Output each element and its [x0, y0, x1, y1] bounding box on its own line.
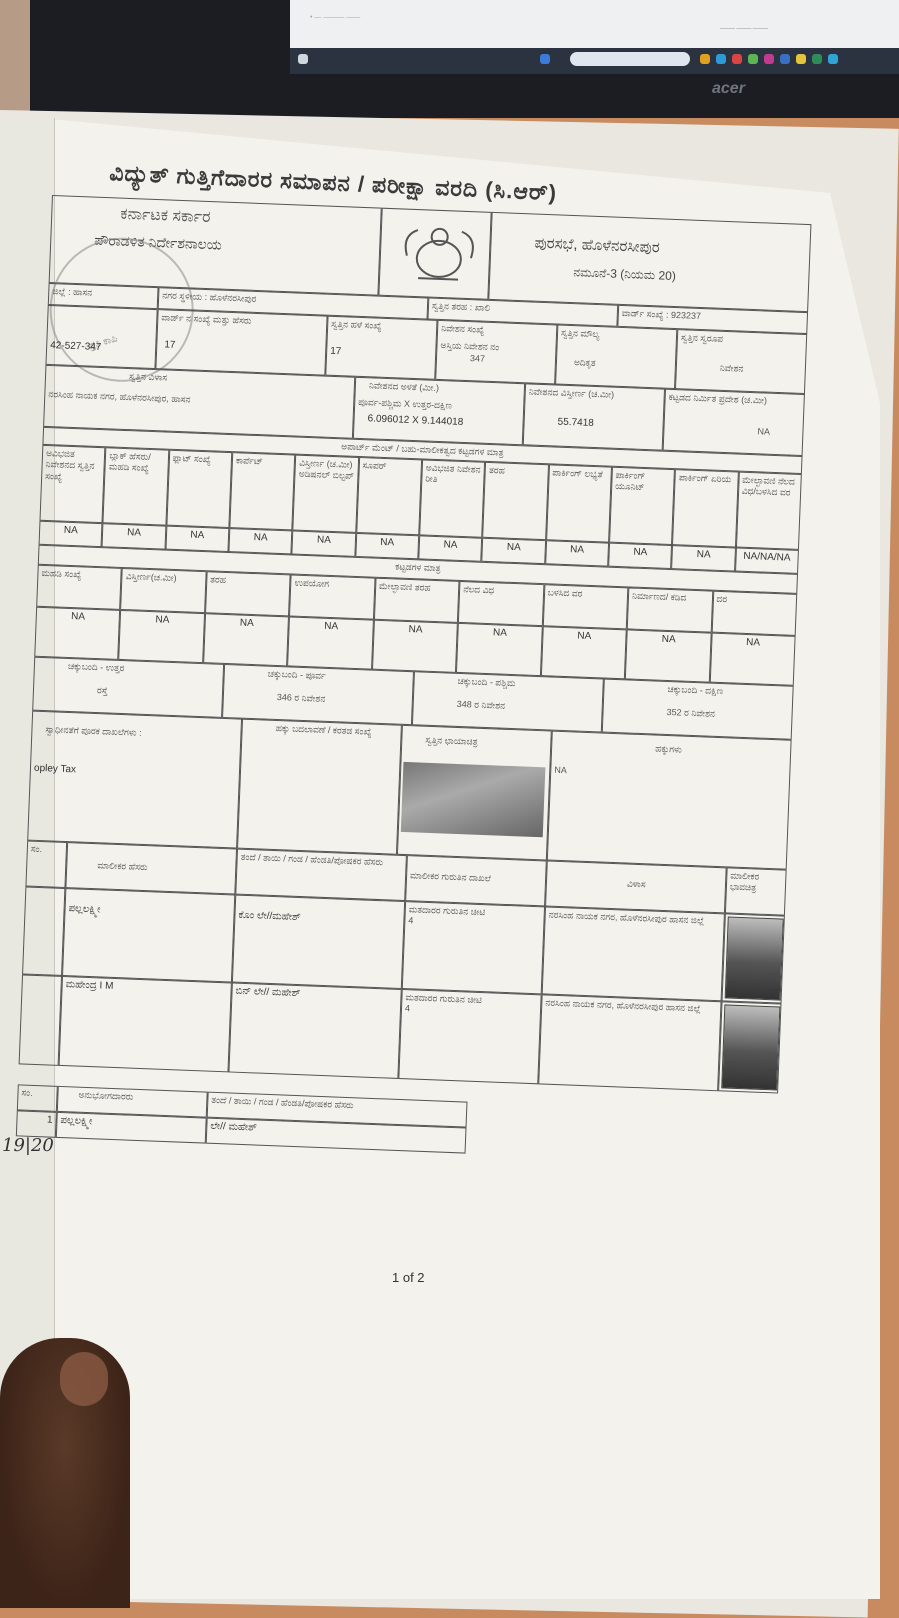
- building-header-0: ಮಹಡಿ ಸಂಖ್ಯೆ: [36, 565, 122, 610]
- area-label: ನಿವೇಶನದ ವಿಸ್ತೀರ್ಣ (ಚ.ಮೀ): [528, 386, 615, 400]
- building-value-8: NA: [709, 633, 795, 686]
- apartment-value-1: NA: [102, 523, 166, 549]
- owner-1-name: ಪಲ್ಲಲಕ್ಷ್ಮೀ: [62, 888, 235, 982]
- pid-value: 42-527-347: [50, 340, 102, 354]
- status-label: ಸ್ವತ್ತಿನ ಮೌಲ್ಯ: [560, 327, 600, 340]
- apartment-header-3: ಕಾರ್ಪೆಟ್: [229, 452, 295, 530]
- boundary-south-label: ಚಕ್ಕುಬಂದಿ - ದಕ್ಷಿಣ: [667, 683, 724, 697]
- karnataka-emblem-icon: [392, 215, 487, 292]
- owner-2-photo: [721, 1004, 780, 1090]
- property-photo-label: ಸ್ವತ್ತಿನ ಛಾಯಾಚಿತ್ರ: [425, 734, 479, 747]
- margin-handwriting: 19|20: [2, 1135, 54, 1156]
- owner-2-address: ನರಸಿಂಹ ನಾಯಕ ನಗರ, ಹೊಳೆನರಸೀಪುರ ಹಾಸನ ಜಿಲ್ಲೆ: [538, 994, 721, 1091]
- municipality-name: ಪುರಸಭೆ, ಹೊಳೆನರಸೀಪುರ: [534, 234, 661, 257]
- occupant-col-relation: ತಂದೆ / ತಾಯಿ / ಗಂಡ / ಹೆಂಡತಿ/ಪೋಷಕರ ಹೆಸರು: [207, 1092, 468, 1128]
- dims-value: 6.096012 X 9.144018: [367, 412, 464, 428]
- apartment-header-4: ವಿಸ್ತೀರ್ಣ (ಚ.ಮೀ) ಅಡಿಷನಲ್ ಬಿಲ್ಟಪ್: [293, 455, 359, 533]
- address-value: ನರಸಿಂಹ ನಾಯಕ ನಗರ, ಹೊಳೆನರಸೀಪುರ, ಹಾಸನ: [48, 389, 191, 405]
- owner-2-name: ಮಹೇಂದ್ರ I M: [59, 976, 232, 1072]
- building-value-1: NA: [119, 610, 205, 663]
- chrome-icon: [748, 54, 758, 64]
- status-cell: [555, 324, 677, 389]
- apartment-value-6: NA: [418, 535, 482, 561]
- apartment-heading: ಅಪಾರ್ಟ್ ಮೆಂಟ್ / ಬಹು-ಮಾಲೀಕತ್ವದ ಕಟ್ಟಡಗಳ ಮಾತ್ರ: [42, 427, 802, 474]
- boundary-north-label: ಚಕ್ಕುಬಂದಿ - ಉತ್ತರ: [67, 660, 125, 674]
- ward-no-value: 17: [164, 339, 176, 352]
- status-value: ಅದಿಕೃತ: [573, 357, 596, 369]
- owner-col-name: ಮಾಲೀಕರ ಹೆಸರು: [65, 842, 237, 894]
- documents-label: ಸ್ವಾಧೀನತೆಗೆ ಪೂರಕ ದಾಖಲೆಗಳು :: [45, 724, 142, 738]
- rights-cell: [547, 731, 792, 870]
- owner-1-id: [402, 901, 545, 994]
- building-header-6: ಬಳಸಿದ ವರ: [542, 584, 628, 629]
- owner-row-2-sl: [19, 974, 62, 1065]
- occupant-1-relation: ಲೇ// ಮಹೇಶ್: [206, 1118, 467, 1154]
- apartment-value-0: NA: [39, 521, 103, 547]
- area-cell: [523, 383, 665, 450]
- app-icon-2: [764, 54, 774, 64]
- building-header-1: ವಿಸ್ತೀರ್ಣ(ಚ.ಮೀ): [121, 568, 207, 613]
- building-header-4: ಮೇಲ್ಛಾವಣಿ ತರಹ: [374, 578, 460, 623]
- transfer-label: ಹಕ್ಕು ಬದಲಾವಣೆ / ಕರತಡ ಸಂಖ್ಯೆ: [275, 722, 372, 737]
- excel-icon: [812, 54, 822, 64]
- owner-row-1-sl: [22, 886, 65, 975]
- owner-2-photo-cell: [718, 1001, 781, 1093]
- owner-1-photo-cell: [722, 913, 785, 1003]
- app-icon-3: [796, 54, 806, 64]
- apartment-value-7: NA: [482, 538, 546, 564]
- site-no-value: 347: [469, 352, 486, 364]
- boundary-north-cell: [32, 657, 224, 718]
- directorate-name: ಪೌರಾಡಳಿತ ನಿರ್ದೇಶನಾಲಯ: [94, 231, 223, 253]
- owner-1-id-no: 4: [408, 915, 414, 926]
- old-no-cell: [325, 316, 437, 380]
- boundary-east-label: ಚಕ್ಕುಬಂದಿ - ಪೂರ್ವ: [267, 668, 326, 681]
- owner-col-sl: ಸಂ.: [25, 841, 67, 889]
- occupant-1-name: ಪಲ್ಲಲಕ್ಷ್ಮೀ: [56, 1112, 207, 1144]
- documents-cell: [27, 711, 242, 849]
- occupant-col-sl: ಸಂ.: [17, 1084, 58, 1112]
- documents-value: opley Tax: [33, 762, 77, 776]
- form-number: ನಮೂನೆ-3 (ನಿಯಮ 20): [573, 264, 677, 283]
- owner-2-id: [398, 989, 541, 1084]
- apartment-header-10: ಪಾರ್ಕಿಂಗ್ ಏರಿಯ: [672, 469, 738, 547]
- apartment-value-9: NA: [608, 543, 672, 569]
- site-no-cell: [435, 320, 557, 385]
- apartment-header-7: ತರಹ: [482, 462, 548, 540]
- dims-label: ಪೂರ್ವ-ಪಶ್ಚಿಮ X ಉತ್ತರ-ದಕ್ಷಿಣ: [358, 397, 453, 411]
- apartment-header-9: ಪಾರ್ಕಿಂಗ್ ಯೂನಿಟ್: [609, 467, 675, 545]
- header-emblem-block: [378, 208, 491, 300]
- screen-tray-text: ——— ——— ———: [720, 26, 768, 32]
- building-header-5: ನೆಲದ ವಿಧ: [458, 581, 544, 626]
- apartment-value-4: NA: [292, 530, 356, 556]
- ward-no-cell: [155, 309, 327, 375]
- owner-1-relation: ಕೊಂ ಲೇ//ಮಹೇಶ್: [232, 895, 405, 989]
- app-icon: [732, 54, 742, 64]
- property-photo: [401, 762, 546, 837]
- owner-col-relation: ತಂದೆ / ತಾಯಿ / ಗಂಡ / ಹೆಂಡತಿ/ಪೋಷಕರ ಹೆಸರು: [235, 849, 407, 901]
- apartment-value-5: NA: [355, 533, 419, 559]
- apartment-value-3: NA: [228, 528, 292, 554]
- apartment-header-1: ಬ್ಲಾಕ್ ಹೆಸರು/ ಮಹಡಿ ಸಂಖ್ಯೆ: [103, 447, 169, 525]
- building-value-0: NA: [34, 607, 120, 660]
- building-value-4: NA: [372, 620, 458, 673]
- owner-col-photo: ಮಾಲೀಕರ ಭಾವಚಿತ್ರ: [725, 867, 787, 915]
- folder-icon: [700, 54, 710, 64]
- measure-label: ನಿವೇಶನದ ಅಳತೆ (ಮೀ.): [368, 380, 440, 393]
- boundary-east-value: 346 ರ ನಿವೇಶನ: [276, 692, 326, 705]
- monitor-brand-logo: acer: [712, 80, 745, 97]
- boundary-north-value: ರಸ್ತೆ: [96, 685, 108, 696]
- apartment-header-5: ಸೂಪರ್: [356, 457, 422, 535]
- area-value: 55.7418: [557, 416, 594, 430]
- owner-col-address: ವಿಳಾಸ: [545, 860, 727, 913]
- building-heading: ಕಟ್ಟಡಗಳ ಮಾತ್ರ: [38, 545, 798, 594]
- property-photo-cell: [397, 725, 552, 861]
- old-no-label: ಸ್ವತ್ತಿನ ಹಳೆ ಸಂಖ್ಯೆ: [331, 318, 382, 331]
- apartment-header-6: ಅವಿಭಜಿತ ನಿವೇಶನ ರೀತಿ: [419, 459, 485, 537]
- survey-label: ನಿವೇಶನ ಸಂಖ್ಯೆ: [440, 323, 485, 335]
- taskbar-search-box: [570, 52, 690, 66]
- monitor-screen: [290, 0, 899, 48]
- apartment-header-0: ಅವಿಭಜಿತ ನಿವೇಶನದ ಸ್ವತ್ತಿನ ಸಂಖ್ಯೆ: [39, 445, 105, 523]
- apartment-header-2: ಫ್ಲಾಟ್ ಸಂಖ್ಯೆ: [166, 450, 232, 528]
- owner-1-photo: [725, 916, 784, 1000]
- building-header-2: ತರಹ: [205, 571, 291, 616]
- building-header-8: ದರ: [711, 591, 797, 636]
- dimensions-cell: [353, 377, 525, 445]
- screen-search-hint: • — ——— ——: [310, 14, 361, 21]
- building-value-5: NA: [456, 623, 542, 676]
- apartment-value-10: NA: [671, 545, 735, 571]
- stamp-text: ಪ್ರತಿ ಕಾಪಿ: [87, 333, 119, 352]
- occupant-col-name: ಅನುಭೋಗದಾರರು: [57, 1086, 208, 1118]
- building-value-3: NA: [287, 616, 373, 669]
- app-icon-4: [828, 54, 838, 64]
- owner-2-id-doc: ಮತದಾರರ ಗುರುತಿನ ಚೀಟಿ: [405, 992, 483, 1006]
- boundary-south-cell: [602, 679, 794, 740]
- owner-col-id: ಮಾಲೀಕರ ಗುರುತಿನ ದಾಖಲೆ: [405, 855, 547, 906]
- owner-2-relation: ಬಿನ್ ಲೇ// ಮಹೇಶ್: [228, 982, 401, 1078]
- document-title: ವಿದ್ಯುತ್ ಗುತ್ತಿಗೆದಾರರ ಸಮಾಪನ / ಪರೀಕ್ಷಾ ವರದಿ (ಸಿ.ಆರ್): [108, 160, 558, 206]
- use-label: ಸ್ವತ್ತಿನ ಸ್ವರೂಪ: [680, 332, 724, 344]
- page-number: 1 of 2: [392, 1270, 425, 1285]
- owner-1-id-doc: ಮತದಾರರ ಗುರುತಿನ ಚೀಟಿ: [408, 904, 486, 918]
- apartment-header-11: ಮೇಲ್ಛಾವಣಿ ನೆಲದ ವಿಧ/ಬಳಸಿದ ವರ: [736, 472, 802, 550]
- apartment-value-8: NA: [545, 540, 609, 566]
- address-label: ಸ್ವತ್ತಿನ ವಿಳಾಸ: [128, 371, 168, 383]
- govt-name: ಕರ್ನಾಟಕ ಸರ್ಕಾರ: [119, 205, 211, 227]
- town-label: ನಗರ ಸ್ಥಳೀಯ : ಹೊಳೆನರಸೀಪುರ: [158, 287, 429, 319]
- word-icon: [780, 54, 790, 64]
- header-municipality-block: [488, 212, 811, 312]
- ward-no-label: ವಾರ್ಡ್ ನ ಸಂಖ್ಯೆ ಮತ್ತು ಹೆಸರು: [161, 312, 252, 326]
- property-form: [11, 195, 812, 1303]
- apartment-value-2: NA: [165, 526, 229, 552]
- apartment-header-8: ಪಾರ್ಕಿಂಗ್ ಲಭ್ಯತೆ: [546, 464, 612, 542]
- boundary-west-label: ಚಕ್ಕುಬಂದಿ - ಪಶ್ಚಿಮ: [457, 675, 516, 689]
- start-icon: [298, 54, 308, 64]
- owner-1-address: ನರಸಿಂಹ ನಾಯಕ ನಗರ, ಹೊಳೆನರಸೀಪುರ ಹಾಸನ ಜಿಲ್ಲೆ: [542, 906, 725, 1001]
- building-value-6: NA: [541, 626, 627, 679]
- old-no-value: 17: [329, 346, 342, 358]
- building-header-7: ನಿರ್ಮಾಣದ/ ಕಡಿದ: [627, 587, 713, 632]
- windows-icon: [540, 54, 550, 64]
- rights-label: ಹಕ್ಕುಗಳು: [655, 743, 682, 755]
- district-label: ಜಿಲ್ಲೆ : ಹಾಸನ: [48, 283, 159, 309]
- building-value-7: NA: [625, 629, 711, 682]
- owner-2-id-no: 4: [404, 1003, 411, 1014]
- thumb-nail: [60, 1352, 108, 1406]
- apartment-value-11: NA/NA/NA: [735, 548, 799, 574]
- rights-value: NA: [554, 764, 567, 776]
- site-no-label: ಅಸ್ತಿಯ ನಿವೇಶನ ನಂ: [440, 340, 500, 353]
- pid-cell: [45, 305, 157, 369]
- boundary-west-value: 348 ರ ನಿವೇಶನ: [456, 699, 506, 712]
- use-value: ನಿವೇಶನ: [719, 363, 744, 374]
- property-type-label: ಸ್ವತ್ತಿನ ತರಹ : ಖಾಲಿ: [427, 298, 618, 327]
- ward-code-label: ವಾರ್ಡ್ ಸಂಖ್ಯೆ : 923237: [617, 305, 808, 334]
- boundary-west-cell: [412, 671, 604, 732]
- boundary-south-value: 352 ರ ನಿವೇಶನ: [666, 707, 716, 720]
- edge-icon: [716, 54, 726, 64]
- built-area-value: NA: [757, 426, 771, 437]
- occupant-1-no: 1: [16, 1110, 57, 1138]
- building-value-2: NA: [203, 613, 289, 666]
- built-area-label: ಕಟ್ಟಡದ ನಿರ್ಮಿತ ಪ್ರದೇಶ (ಚ.ಮೀ): [668, 391, 768, 406]
- building-header-3: ಉಪಯೋಗ: [289, 574, 375, 619]
- built-area-cell: [663, 389, 805, 456]
- boundary-east-cell: [222, 664, 414, 725]
- use-cell: [675, 329, 807, 394]
- transfer-cell: [237, 719, 402, 855]
